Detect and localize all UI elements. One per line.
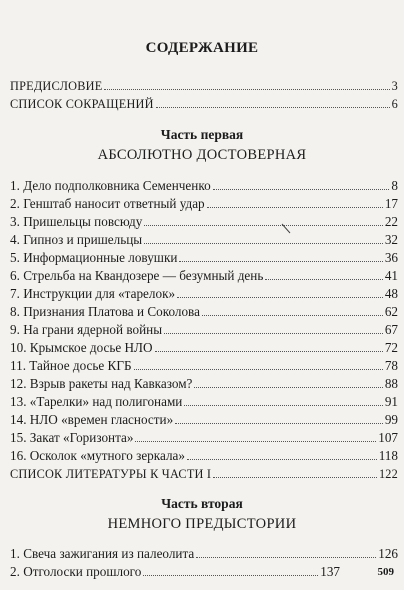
leader-dots	[175, 423, 383, 424]
toc-entry-label: 4. Гипноз и пришельцы	[10, 232, 143, 247]
toc-entry-label: 11. Тайное досье КГБ	[10, 358, 132, 373]
toc-entry[interactable]	[10, 178, 398, 194]
toc-entry[interactable]	[10, 376, 398, 392]
toc-entry-page: 67	[384, 322, 398, 337]
toc-entry-page: 36	[384, 250, 398, 265]
toc-entry-abbreviations[interactable]	[10, 96, 398, 112]
leader-dots	[184, 405, 382, 406]
toc-entry-page: 78	[384, 358, 398, 373]
toc-entry[interactable]	[10, 358, 398, 374]
toc-entry-label: 1. Свеча зажигания из палеолита	[10, 546, 195, 561]
page-number: 509	[377, 566, 394, 578]
toc-entry[interactable]	[10, 268, 398, 284]
leader-dots	[156, 107, 390, 108]
leader-dots	[144, 225, 382, 226]
leader-dots	[213, 477, 377, 478]
toc-entry-page: 88	[384, 376, 398, 391]
page-title: СОДЕРЖАНИЕ	[145, 40, 259, 56]
toc-entry-page: 62	[384, 304, 398, 319]
toc-entry-label: 14. НЛО «времен гласности»	[10, 412, 174, 427]
toc-entry-label: ПРЕДИСЛОВИЕ	[10, 79, 103, 93]
toc-entry[interactable]	[10, 250, 398, 266]
leader-dots	[144, 243, 383, 244]
toc-entry-page: 17	[384, 196, 398, 211]
toc-entry[interactable]	[10, 232, 398, 248]
toc-entry-label: 12. Взрыв ракеты над Кавказом?	[10, 376, 193, 391]
toc-entry[interactable]	[10, 304, 398, 320]
part2-title: НЕМНОГО ПРЕДЫСТОРИИ	[107, 516, 297, 532]
toc-entry[interactable]	[10, 286, 398, 302]
toc-entry-label: 2. Отголоски прошлого	[10, 564, 142, 579]
toc-entry[interactable]	[10, 412, 398, 428]
toc-entry-page: 126	[378, 546, 398, 561]
toc-entry[interactable]	[10, 394, 398, 410]
toc-entry[interactable]	[10, 340, 398, 356]
toc-entry[interactable]	[10, 564, 340, 580]
leader-dots	[155, 351, 383, 352]
toc-entry-page: 3	[391, 79, 398, 93]
toc-entry-label: 8. Признания Платова и Соколова	[10, 304, 200, 319]
toc-entry-page: 48	[384, 286, 398, 301]
toc-entry-page: 91	[384, 394, 398, 409]
part1-label: Часть первая	[160, 127, 244, 142]
toc-entry-label: 1. Дело подполковника Семенченко	[10, 178, 211, 193]
leader-dots	[202, 315, 383, 316]
toc-entry-label: СПИСОК ЛИТЕРАТУРЫ К ЧАСТИ I	[10, 467, 212, 481]
toc-entry-label: 10. Крымское досье НЛО	[10, 340, 153, 355]
toc-entry-page: 8	[391, 178, 398, 193]
toc-entry-page: 22	[384, 214, 398, 229]
leader-dots	[104, 89, 389, 90]
toc-entry[interactable]	[10, 196, 398, 212]
leader-dots	[265, 279, 382, 280]
leader-dots	[179, 261, 382, 262]
toc-entry-label: 5. Информационные ловушки	[10, 250, 178, 265]
toc-entry-bibliography[interactable]	[10, 466, 398, 482]
leader-dots	[213, 189, 390, 190]
toc-entry[interactable]	[10, 214, 398, 230]
toc-entry-page: 122	[378, 467, 398, 481]
leader-dots	[196, 557, 376, 558]
leader-dots	[177, 297, 383, 298]
toc-entry-page: 32	[384, 232, 398, 247]
pencil-mark-icon	[281, 223, 293, 235]
toc-entry-label: 2. Генштаб наносит ответный удар	[10, 196, 205, 211]
toc-entry[interactable]	[10, 546, 398, 562]
toc-entry-page: 72	[384, 340, 398, 355]
toc-entry-label: 16. Осколок «мутного зеркала»	[10, 448, 185, 463]
toc-entry-page: 107	[378, 430, 398, 445]
toc-entry-label: 13. «Тарелки» над полигонами	[10, 394, 183, 409]
toc-entry-label: СПИСОК СОКРАЩЕНИЙ	[10, 97, 154, 111]
toc-entry-label: 9. На грани ядерной войны	[10, 322, 163, 337]
toc-entry-preface[interactable]	[10, 78, 398, 94]
leader-dots	[194, 387, 382, 388]
leader-dots	[135, 441, 376, 442]
toc-entry-label: 6. Стрельба на Квандозере — безумный день	[10, 268, 264, 283]
part2-label: Часть вторая	[161, 496, 243, 511]
leader-dots	[187, 459, 377, 460]
toc-entry[interactable]	[10, 448, 398, 464]
toc-entry-label: 15. Закат «Горизонта»	[10, 430, 134, 445]
toc-entry-page: 99	[384, 412, 398, 427]
toc-entry-label: 3. Пришельцы повсюду	[10, 214, 143, 229]
toc-entry-label: 7. Инструкции для «тарелок»	[10, 286, 176, 301]
toc-entry-page: 6	[391, 97, 398, 111]
leader-dots	[134, 369, 383, 370]
toc-entry-page: 41	[384, 268, 398, 283]
toc-entry-page: 137	[320, 564, 340, 579]
toc-entry[interactable]	[10, 430, 398, 446]
toc-entry[interactable]	[10, 322, 398, 338]
toc-entry-page: 118	[378, 448, 398, 463]
part1-title: АБСОЛЮТНО ДОСТОВЕРНАЯ	[97, 147, 307, 163]
leader-dots	[164, 333, 383, 334]
leader-dots	[207, 207, 383, 208]
leader-dots	[143, 575, 318, 576]
